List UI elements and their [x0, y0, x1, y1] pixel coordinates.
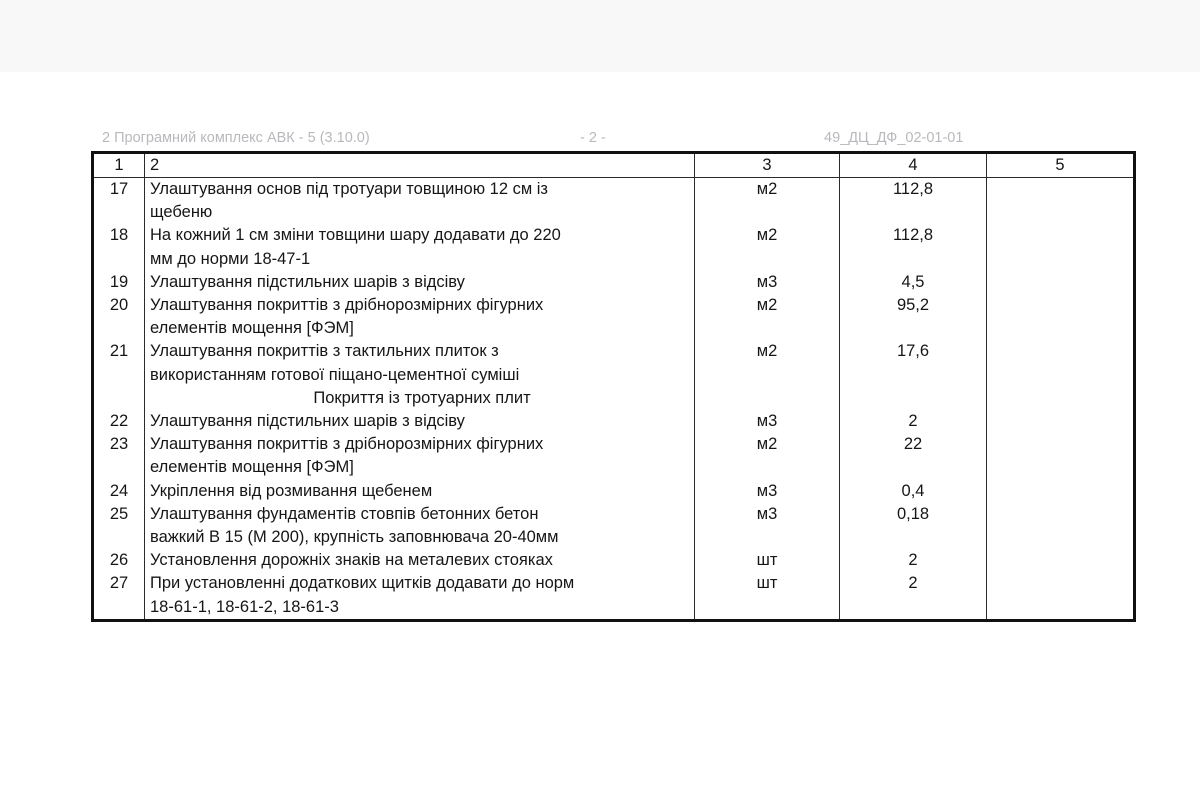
quantity-value: 0,4 [901, 481, 925, 500]
quantity-cell [840, 224, 987, 270]
table-row [93, 549, 1135, 572]
price-filler [987, 526, 1133, 549]
price-value [987, 294, 1133, 317]
unit-cell [695, 294, 840, 340]
row-number-filler [94, 201, 144, 224]
price-cell [987, 178, 1135, 225]
description-line: Улаштування основ під тротуари товщиною 12 см із [150, 180, 548, 198]
unit-cell [695, 340, 840, 386]
unit-cell [695, 549, 840, 572]
row-number: 19 [109, 272, 129, 291]
price-cell [987, 224, 1135, 270]
row-number-cell [93, 224, 145, 270]
unit-value: м2 [756, 342, 778, 361]
description-cell [145, 480, 695, 503]
quantity-cell [840, 572, 987, 620]
row-number: 26 [109, 551, 129, 570]
quantity-cell [840, 294, 987, 340]
row-number-cell [93, 294, 145, 340]
quantity-filler [840, 456, 986, 479]
row-number-cell [93, 387, 145, 410]
description-line: використанням готової піщано-цементної суміші [150, 365, 520, 384]
table-row [93, 480, 1135, 503]
table-row [93, 387, 1135, 410]
table-row [93, 224, 1135, 270]
row-number-filler [94, 248, 144, 271]
row-number-filler [94, 526, 144, 549]
estimate-table-body [93, 153, 1135, 621]
quantity-cell [840, 433, 987, 479]
unit-filler [695, 596, 839, 619]
row-number: 21 [109, 342, 129, 361]
row-number-cell [93, 549, 145, 572]
row-number: 20 [109, 296, 129, 315]
quantity-value: 95,2 [896, 296, 930, 315]
price-cell [987, 387, 1135, 410]
row-number-filler [94, 596, 144, 619]
price-cell [987, 572, 1135, 620]
row-number-cell [93, 271, 145, 294]
row-number-cell [93, 480, 145, 503]
price-cell [987, 271, 1135, 294]
table-row [93, 433, 1135, 479]
price-filler [987, 364, 1133, 387]
unit-value: м3 [756, 412, 778, 431]
price-filler [987, 596, 1133, 619]
unit-value: шт [756, 551, 778, 570]
row-number: 27 [109, 574, 129, 593]
quantity-cell [840, 178, 987, 225]
quantity-cell [840, 480, 987, 503]
description-cell [145, 549, 695, 572]
quantity-cell [840, 549, 987, 572]
unit-cell [695, 480, 840, 503]
unit-value: м3 [756, 504, 778, 523]
row-number-filler [94, 364, 144, 387]
column-number-5: 5 [987, 153, 1135, 178]
table-row [93, 340, 1135, 386]
quantity-value [840, 387, 986, 410]
row-number: 25 [109, 504, 129, 523]
description-line: Установлення дорожніх знаків на металевих стояках [150, 551, 553, 570]
table-row [93, 271, 1135, 294]
description-cell [145, 433, 695, 479]
price-value [987, 224, 1133, 247]
description-cell [145, 410, 695, 433]
quantity-value: 2 [908, 551, 918, 570]
quantity-value: 2 [908, 412, 918, 431]
unit-filler [695, 317, 839, 340]
row-number-cell [93, 572, 145, 620]
unit-cell [695, 224, 840, 270]
description-cell [145, 271, 695, 294]
unit-cell [695, 271, 840, 294]
description-line: Улаштування підстильних шарів з відсіву [150, 412, 465, 431]
table-row [93, 178, 1135, 225]
quantity-value: 2 [908, 574, 918, 593]
quantity-value: 0,18 [896, 504, 930, 523]
unit-filler [695, 248, 839, 271]
quantity-filler [840, 596, 986, 619]
price-filler [987, 317, 1133, 340]
quantity-value: 17,6 [896, 342, 930, 361]
table-column-number-row [93, 153, 1135, 178]
unit-value: м2 [756, 435, 778, 454]
price-value [987, 271, 1133, 294]
description-cell [145, 178, 695, 225]
quantity-filler [840, 364, 986, 387]
unit-value: м2 [756, 180, 778, 198]
description-line: елементів мощення [ФЭМ] [150, 458, 354, 477]
running-header-right: 49_ДЦ_ДФ_02-01-01 [824, 130, 964, 146]
unit-filler [695, 526, 839, 549]
quantity-cell [840, 271, 987, 294]
table-row [93, 503, 1135, 549]
table-row [93, 572, 1135, 620]
unit-value: м3 [756, 481, 778, 500]
unit-cell [695, 178, 840, 225]
column-number-1: 1 [93, 153, 145, 178]
row-number-filler [94, 317, 144, 340]
description-line: Покриття із тротуарних плит [313, 388, 531, 407]
quantity-cell [840, 387, 987, 410]
description-cell [145, 572, 695, 620]
unit-value: м3 [756, 272, 778, 291]
unit-cell [695, 572, 840, 620]
row-number: 24 [109, 481, 129, 500]
estimate-table [91, 151, 1136, 622]
quantity-cell [840, 410, 987, 433]
row-number: 17 [109, 180, 129, 198]
description-line: важкий В 15 (М 200), крупність заповнювача 20-40мм [150, 528, 559, 547]
row-number [94, 387, 144, 410]
description-cell [145, 503, 695, 549]
description-line: Улаштування фундаментів стовпів бетонних бетон [150, 504, 539, 523]
row-number: 22 [109, 412, 129, 431]
quantity-filler [840, 526, 986, 549]
description-line: Улаштування покриттів з дрібнорозмірних фігурних [150, 435, 544, 454]
row-number-cell [93, 503, 145, 549]
price-cell [987, 549, 1135, 572]
price-filler [987, 248, 1133, 271]
unit-cell [695, 387, 840, 410]
row-number-filler [94, 456, 144, 479]
quantity-cell [840, 503, 987, 549]
description-line: Укріплення від розмивання щебенем [150, 481, 433, 500]
description-cell [145, 224, 695, 270]
price-filler [987, 201, 1133, 224]
unit-cell [695, 433, 840, 479]
description-cell [145, 294, 695, 340]
price-filler [987, 456, 1133, 479]
unit-cell [695, 410, 840, 433]
quantity-filler [840, 201, 986, 224]
column-number-4: 4 [840, 153, 987, 178]
quantity-value: 22 [903, 435, 923, 454]
table-row [93, 410, 1135, 433]
running-header-left: 2 Програмний комплекс АВК - 5 (3.10.0) [102, 130, 370, 146]
description-line: Улаштування покриттів з тактильних плиток з [150, 342, 499, 361]
row-number-cell [93, 178, 145, 225]
description-line: Улаштування покриттів з дрібнорозмірних фігурних [150, 296, 544, 315]
price-cell [987, 480, 1135, 503]
quantity-filler [840, 317, 986, 340]
price-value [987, 572, 1133, 595]
running-header-page-number: - 2 - [580, 130, 606, 146]
description-line: При установленні додаткових щитків додавати до норм [150, 574, 575, 593]
price-value [987, 480, 1133, 503]
price-value [987, 433, 1133, 456]
running-header [91, 128, 1133, 148]
description-line: мм до норми 18-47-1 [150, 249, 311, 268]
description-line: щебеню [150, 203, 213, 222]
unit-filler [695, 201, 839, 224]
price-value [987, 340, 1133, 363]
row-number: 18 [109, 226, 129, 245]
quantity-value: 112,8 [892, 226, 934, 245]
price-cell [987, 410, 1135, 433]
row-number-cell [93, 410, 145, 433]
unit-cell [695, 503, 840, 549]
price-value [987, 410, 1133, 433]
description-line: елементів мощення [ФЭМ] [150, 319, 354, 338]
row-number-cell [93, 340, 145, 386]
unit-filler [695, 364, 839, 387]
unit-filler [695, 456, 839, 479]
description-cell [145, 340, 695, 386]
price-value [987, 549, 1133, 572]
quantity-value: 112,8 [892, 180, 934, 198]
quantity-filler [840, 248, 986, 271]
price-cell [987, 340, 1135, 386]
unit-value: шт [756, 574, 778, 593]
column-number-2: 2 [145, 153, 695, 178]
price-value [987, 387, 1133, 410]
price-value [987, 178, 1133, 201]
row-number: 23 [109, 435, 129, 454]
description-line: 18-61-1, 18-61-2, 18-61-3 [150, 597, 339, 616]
description-cell [145, 387, 695, 410]
price-cell [987, 294, 1135, 340]
unit-value [695, 387, 839, 410]
description-line: На кожний 1 см зміни товщини шару додавати до 220 [150, 226, 561, 245]
price-value [987, 503, 1133, 526]
unit-value: м2 [756, 226, 778, 245]
price-cell [987, 503, 1135, 549]
quantity-value: 4,5 [901, 272, 925, 291]
description-line: Улаштування підстильних шарів з відсіву [150, 272, 465, 291]
price-cell [987, 433, 1135, 479]
row-number-cell [93, 433, 145, 479]
table-row [93, 294, 1135, 340]
unit-value: м2 [756, 296, 778, 315]
quantity-cell [840, 340, 987, 386]
column-number-3: 3 [695, 153, 840, 178]
